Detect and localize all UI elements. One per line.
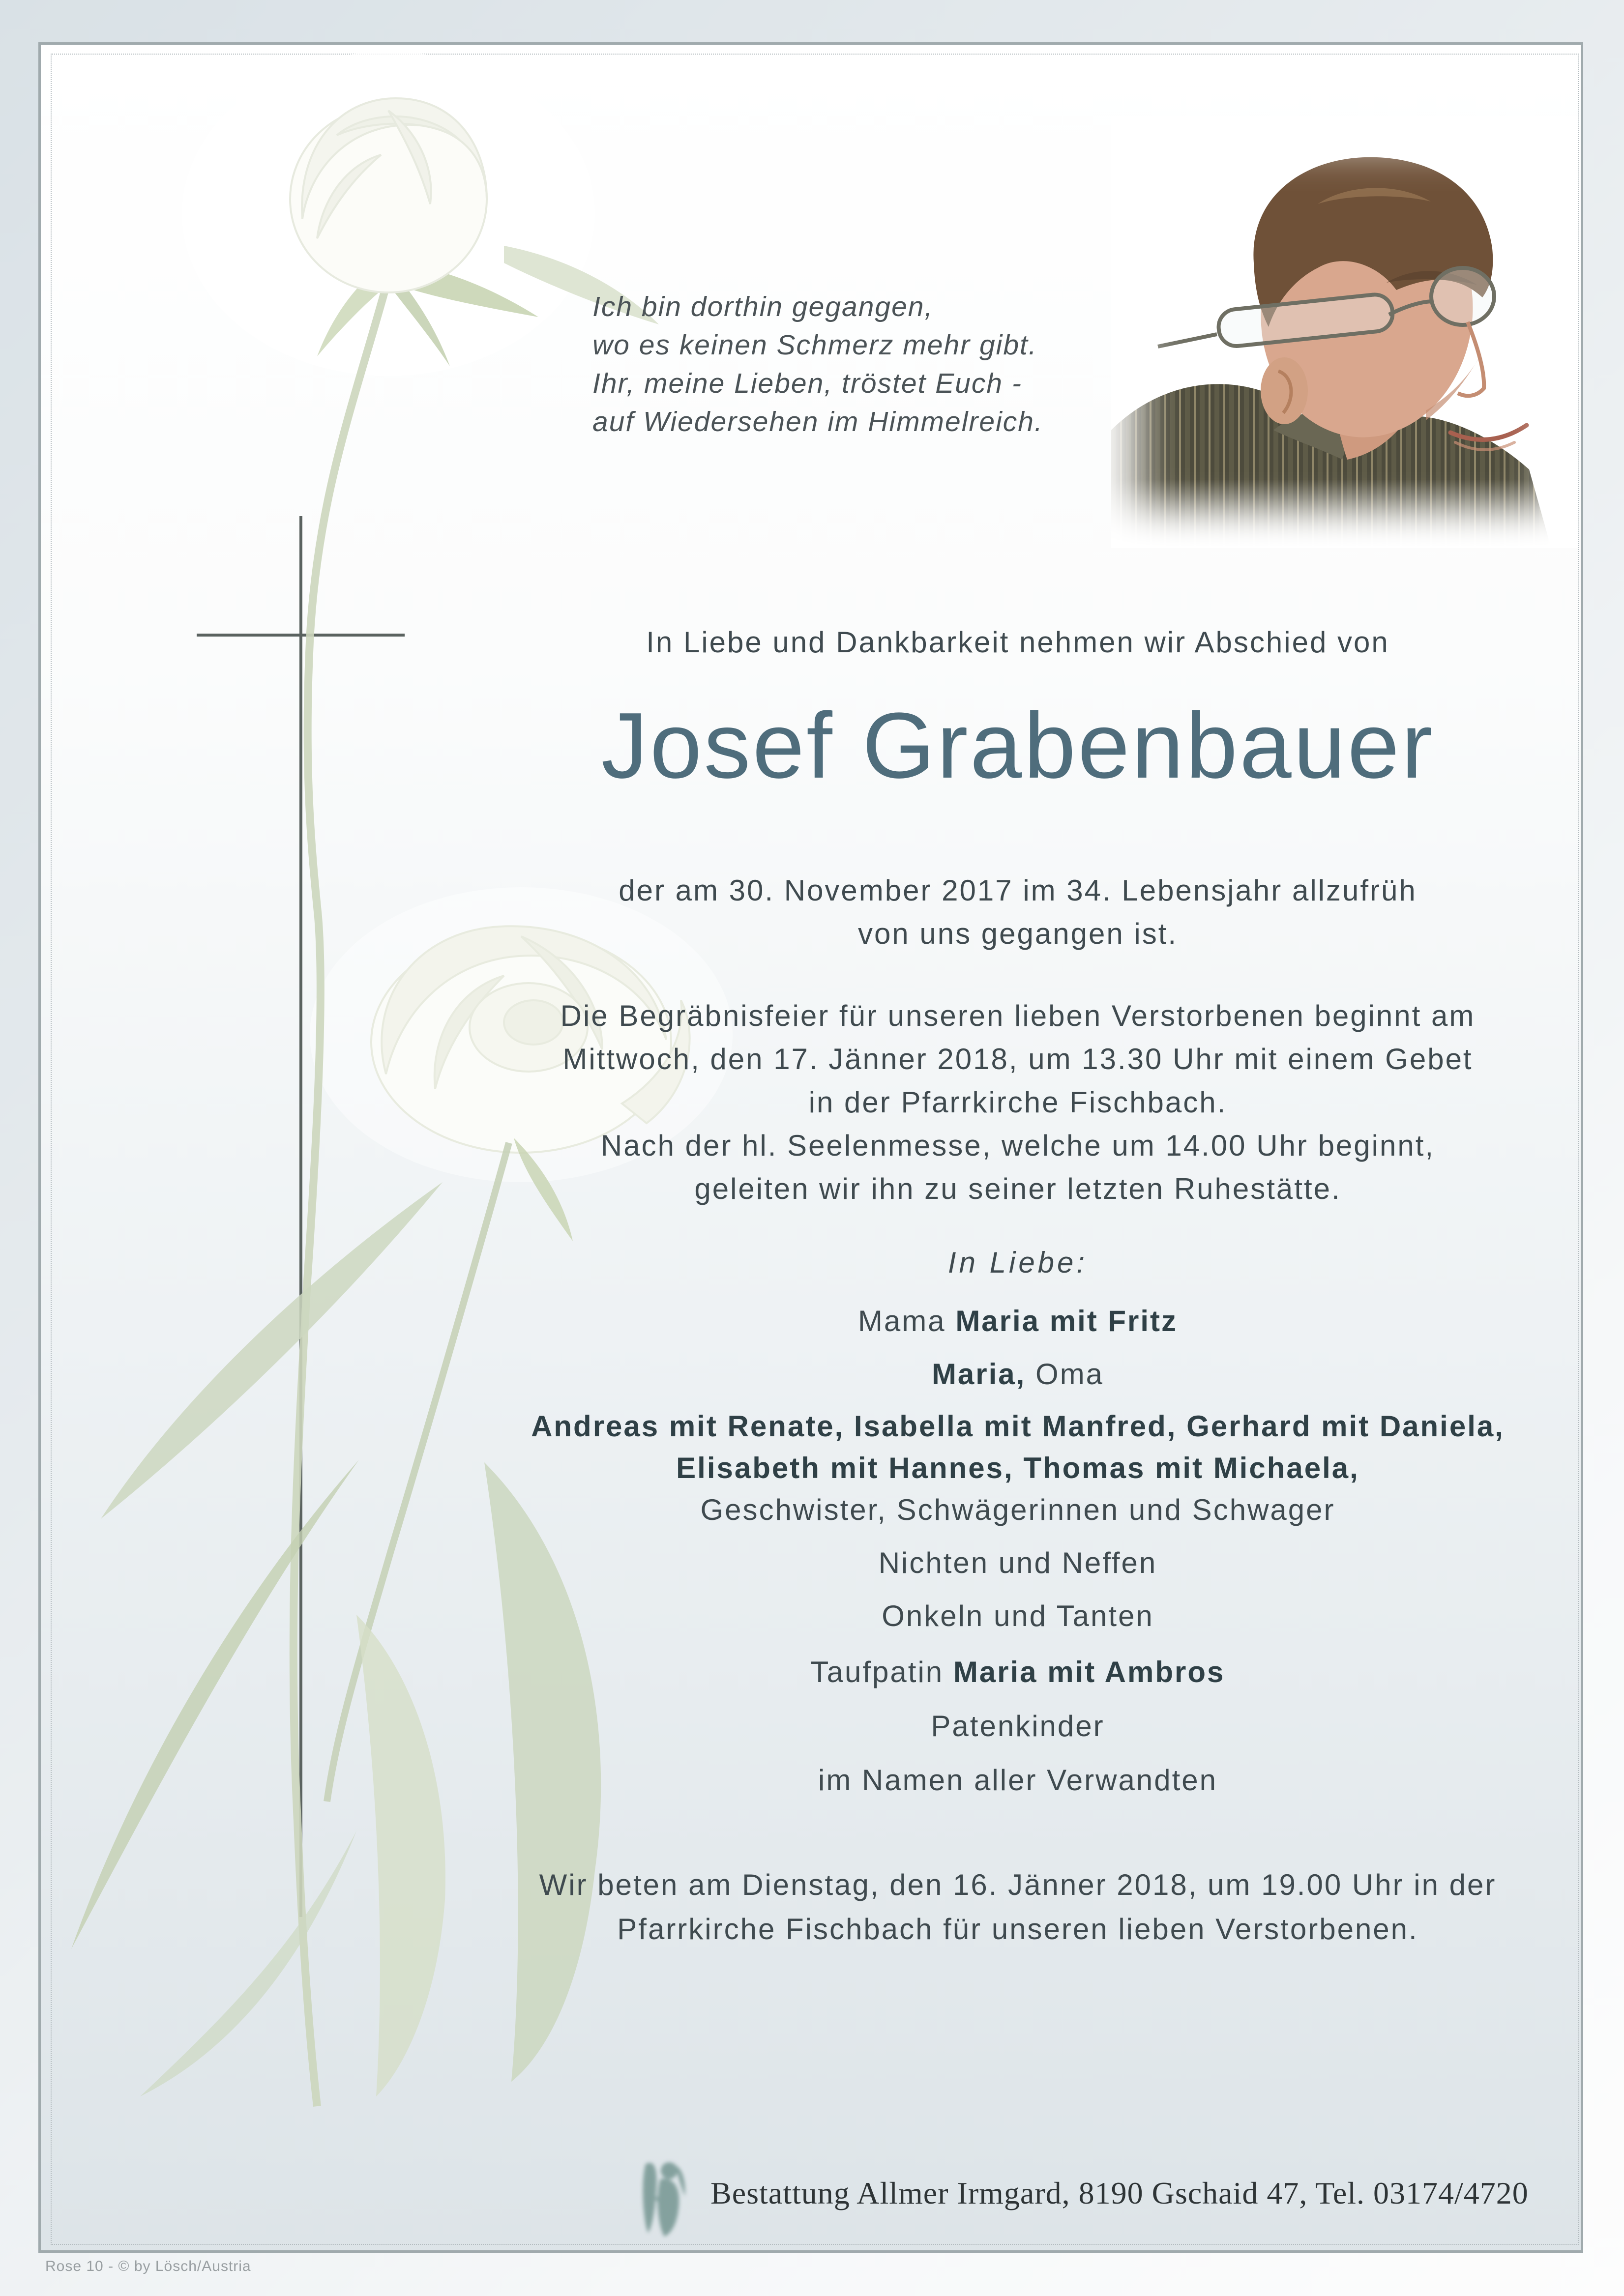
mourner-line-siblings: Andreas mit Renate, Isabella mit Manfred, Gerhard mit Daniela, <box>531 1410 1505 1443</box>
funeral-home-info: Bestattung Allmer Irmgard, 8190 Gschaid 47, Tel. 03174/4720 <box>710 2176 1529 2210</box>
funeral-line: Nach der hl. Seelenmesse, welche um 14.00 Uhr beginnt, <box>600 1129 1435 1162</box>
farewell-intro: In Liebe und Dankbarkeit nehmen wir Abschied von <box>646 626 1389 659</box>
mourner-name: Maria, <box>931 1358 1026 1391</box>
poem-line: Ich bin dorthin gegangen, <box>592 291 934 322</box>
mourner-line-siblings-desc: Geschwister, Schwägerinnen und Schwager <box>700 1493 1335 1526</box>
mourner-line-godmother <box>492 1655 1544 1689</box>
funeral-line: Die Begräbnisfeier für unseren lieben Verstorbenen beginnt am <box>560 999 1476 1032</box>
angel-icon <box>636 2152 695 2240</box>
mourners-heading: In Liebe: <box>947 1246 1088 1279</box>
mourner-line-godchildren: Patenkinder <box>931 1710 1105 1743</box>
mourner-prefix: Mama <box>857 1305 956 1337</box>
obituary-line: von uns gegangen ist. <box>857 917 1178 950</box>
prayer-line: Wir beten am Dienstag, den 16. Jänner 2018, um 19.00 Uhr in der <box>539 1868 1497 1901</box>
prayer-line: Pfarrkirche Fischbach für unseren lieben Verstorbenen. <box>617 1913 1418 1946</box>
mourner-line-relatives: im Namen aller Verwandten <box>818 1764 1218 1797</box>
portrait-icon <box>1111 116 1578 548</box>
funeral-home-logo <box>636 2152 695 2240</box>
deceased-portrait-photo <box>1111 116 1578 548</box>
mourner-line-oma <box>492 1357 1544 1391</box>
deceased-name: Josef Grabenbauer <box>601 694 1435 798</box>
obituary-line: der am 30. November 2017 im 34. Lebensjahr allzufrüh <box>619 874 1417 907</box>
mourner-line-mama <box>492 1304 1544 1338</box>
memorial-poem <box>592 288 1074 441</box>
poem-line: auf Wiedersehen im Himmelreich. <box>592 406 1043 437</box>
mourner-suffix: Oma <box>1026 1358 1104 1391</box>
funeral-line: in der Pfarrkirche Fischbach. <box>808 1086 1227 1119</box>
funeral-line: Mittwoch, den 17. Jänner 2018, um 13.30 Uhr mit einem Gebet <box>562 1043 1473 1075</box>
mourner-line-nieces: Nichten und Neffen <box>878 1546 1157 1579</box>
funeral-line: geleiten wir ihn zu seiner letzten Ruhestätte. <box>694 1172 1341 1205</box>
mourner-line-siblings: Elisabeth mit Hannes, Thomas mit Michaela, <box>676 1452 1359 1484</box>
mourner-line-uncles: Onkeln und Tanten <box>882 1599 1154 1632</box>
mourner-prefix: Taufpatin <box>810 1656 953 1688</box>
poem-line: wo es keinen Schmerz mehr gibt. <box>592 329 1037 361</box>
poem-line: Ihr, meine Lieben, tröstet Euch - <box>592 368 1022 399</box>
mourner-name: Maria mit Fritz <box>955 1305 1178 1337</box>
print-credit: Rose 10 - © by Lösch/Austria <box>45 2258 251 2274</box>
mourner-name: Maria mit Ambros <box>953 1656 1225 1688</box>
